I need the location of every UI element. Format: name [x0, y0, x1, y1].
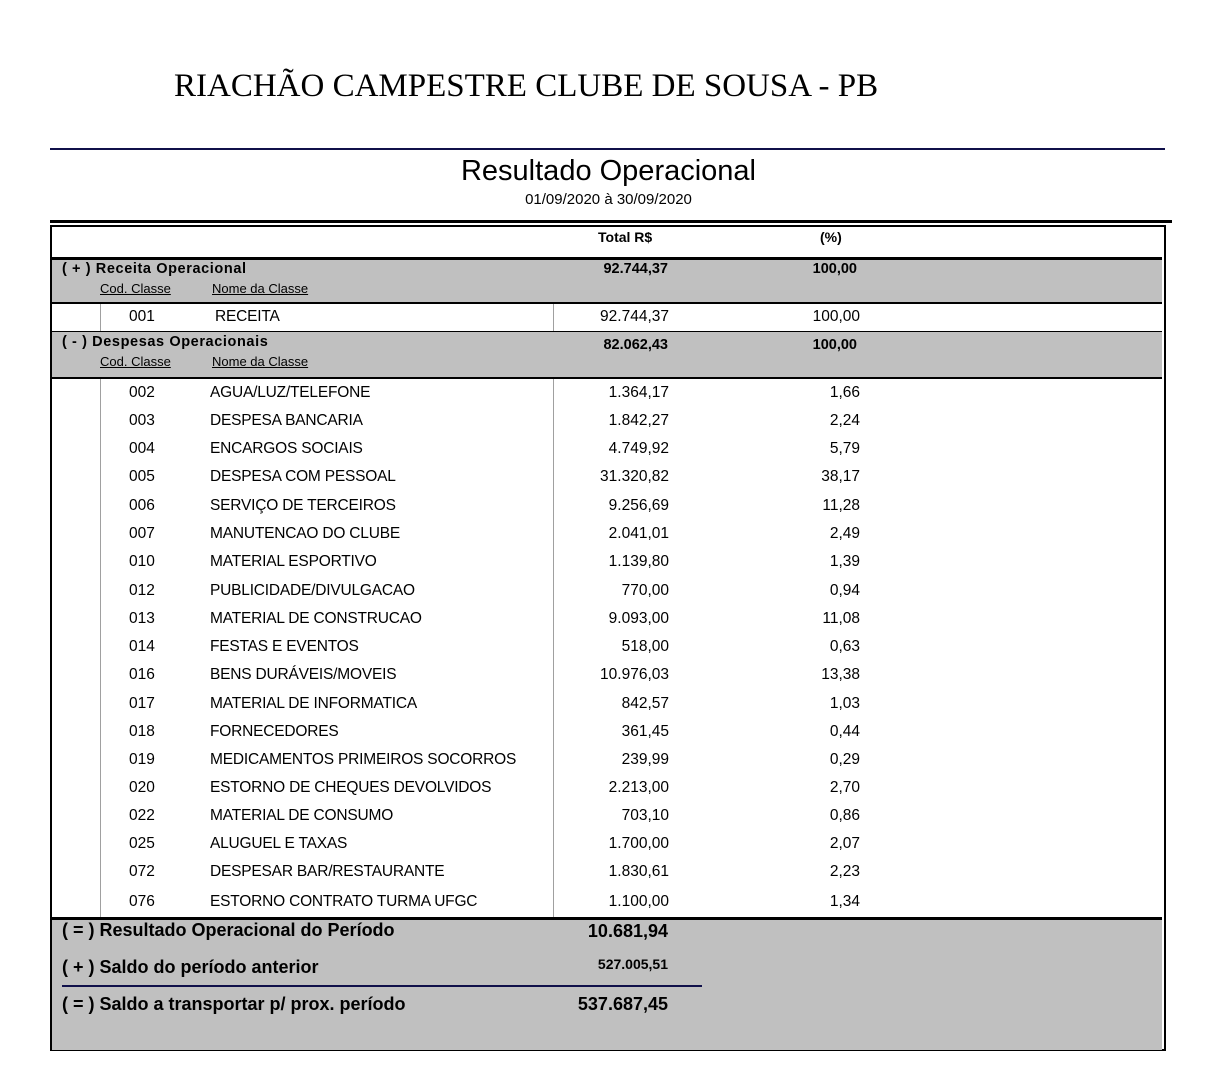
table-row	[52, 662, 1162, 690]
report-title: Resultado Operacional	[460, 155, 756, 187]
row-total: 2.213,00	[608, 779, 669, 796]
table-row	[52, 436, 1162, 464]
row-name: BENS DURÁVEIS/MOVEIS	[210, 666, 397, 683]
row-code: 025	[129, 835, 155, 852]
row-name: MANUTENCAO DO CLUBE	[210, 525, 400, 542]
row-percent: 100,00	[812, 308, 860, 325]
resultado-value: 10.681,94	[587, 921, 668, 941]
row-percent: 1,39	[829, 553, 860, 570]
row-percent: 11,28	[822, 497, 860, 514]
receita-subheader-name: Nome da Classe	[212, 281, 309, 296]
table-row	[52, 606, 1162, 634]
table-row	[52, 691, 1162, 719]
row-percent: 2,07	[829, 835, 860, 852]
table-row	[52, 408, 1162, 436]
row-percent: 0,94	[829, 582, 860, 599]
table-row	[52, 747, 1162, 775]
row-total: 1.139,80	[608, 553, 669, 570]
row-total: 1.364,17	[608, 384, 669, 401]
row-name: ENCARGOS SOCIAIS	[210, 440, 363, 457]
table-row	[52, 521, 1162, 549]
row-name: DESPESA COM PESSOAL	[210, 468, 396, 485]
row-code: 002	[129, 384, 155, 401]
despesas-group-total: 82.062,43	[603, 337, 668, 353]
row-name: SERVIÇO DE TERCEIROS	[210, 497, 396, 514]
table-row	[52, 549, 1162, 577]
column-header-total: Total R$	[598, 229, 653, 245]
row-percent: 11,08	[822, 610, 860, 627]
row-code: 014	[129, 638, 155, 655]
row-name: RECEITA	[215, 308, 280, 325]
row-total: 842,57	[621, 695, 669, 712]
row-total: 92.744,37	[600, 308, 669, 325]
receita-group-title: ( + ) Receita Operacional	[62, 261, 247, 277]
table-row	[52, 304, 1162, 332]
row-total: 361,45	[621, 723, 669, 740]
row-code: 004	[129, 440, 155, 457]
table-row	[52, 719, 1162, 747]
saldo-transportar-value: 537.687,45	[577, 994, 668, 1014]
summary-divider	[62, 985, 702, 987]
receita-subheader-code: Cod. Classe	[100, 281, 171, 296]
row-name: FORNECEDORES	[210, 723, 339, 740]
row-code: 003	[129, 412, 155, 429]
table-row	[52, 803, 1162, 831]
row-percent: 1,03	[829, 695, 860, 712]
row-total: 1.100,00	[608, 893, 669, 910]
row-name: DESPESA BANCARIA	[210, 412, 363, 429]
table-row	[52, 634, 1162, 662]
header-divider	[50, 148, 1165, 150]
row-code: 022	[129, 807, 155, 824]
row-percent: 1,66	[829, 384, 860, 401]
row-code: 076	[129, 893, 155, 910]
row-code: 018	[129, 723, 155, 740]
row-name: ESTORNO CONTRATO TURMA UFGC	[210, 893, 478, 910]
despesas-group-title: ( - ) Despesas Operacionais	[62, 334, 269, 350]
row-name: MATERIAL DE CONSUMO	[210, 807, 394, 824]
row-percent: 0,44	[829, 723, 860, 740]
row-total: 4.749,92	[608, 440, 669, 457]
row-total: 1.830,61	[608, 863, 669, 880]
row-percent: 38,17	[821, 468, 860, 485]
row-name: DESPESAR BAR/RESTAURANTE	[210, 863, 445, 880]
row-name: FESTAS E EVENTOS	[210, 638, 359, 655]
row-total: 31.320,82	[600, 468, 669, 485]
despesas-subheader-name: Nome da Classe	[212, 354, 309, 369]
despesas-subheader-code: Cod. Classe	[100, 354, 171, 369]
row-percent: 0,63	[829, 638, 860, 655]
row-total: 703,10	[621, 807, 669, 824]
row-code: 012	[129, 582, 155, 599]
row-total: 518,00	[621, 638, 669, 655]
table-row	[52, 889, 1162, 917]
table-row	[52, 859, 1162, 887]
row-total: 1.842,27	[608, 412, 669, 429]
row-code: 006	[129, 497, 155, 514]
row-total: 239,99	[621, 751, 669, 768]
table-top-rule	[50, 220, 1172, 223]
row-percent: 1,34	[829, 893, 860, 910]
saldo-transportar-label: ( = ) Saldo a transportar p/ prox. período	[62, 994, 406, 1014]
row-percent: 2,49	[829, 525, 860, 542]
row-percent: 13,38	[821, 666, 860, 683]
row-percent: 2,70	[829, 779, 860, 796]
row-code: 007	[129, 525, 155, 542]
table-row	[52, 775, 1162, 803]
row-code: 005	[129, 468, 155, 485]
row-code: 016	[129, 666, 155, 683]
row-total: 2.041,01	[608, 525, 669, 542]
row-name: MATERIAL ESPORTIVO	[210, 553, 377, 570]
row-name: ALUGUEL E TAXAS	[210, 835, 348, 852]
row-total: 9.093,00	[608, 610, 669, 627]
row-total: 1.700,00	[608, 835, 669, 852]
receita-group-percent: 100,00	[812, 261, 857, 277]
row-name: MATERIAL DE CONSTRUCAO	[210, 610, 422, 627]
divider	[52, 377, 1162, 379]
saldo-anterior-label: ( + ) Saldo do período anterior	[62, 957, 319, 977]
row-total: 10.976,03	[600, 666, 669, 683]
table-row	[52, 578, 1162, 606]
column-header-percent: (%)	[820, 229, 842, 245]
row-code: 013	[129, 610, 155, 627]
despesas-group-percent: 100,00	[812, 337, 857, 353]
report-period: 01/09/2020 à 30/09/2020	[525, 191, 692, 208]
table-row	[52, 380, 1162, 408]
row-percent: 5,79	[829, 440, 860, 457]
organization-name: RIACHÃO CAMPESTRE CLUBE DE SOUSA - PB	[174, 68, 879, 104]
row-percent: 0,29	[829, 751, 860, 768]
row-name: MEDICAMENTOS PRIMEIROS SOCORROS	[210, 751, 517, 768]
row-code: 019	[129, 751, 155, 768]
row-percent: 2,23	[829, 863, 860, 880]
resultado-label: ( = ) Resultado Operacional do Período	[62, 920, 395, 940]
row-total: 9.256,69	[608, 497, 669, 514]
row-code: 010	[129, 553, 155, 570]
row-code: 020	[129, 779, 155, 796]
table-row	[52, 831, 1162, 859]
saldo-anterior-value: 527.005,51	[597, 956, 668, 972]
table-row	[52, 493, 1162, 521]
row-name: MATERIAL DE INFORMATICA	[210, 695, 417, 712]
receita-group-total: 92.744,37	[603, 261, 668, 277]
row-percent: 2,24	[829, 412, 860, 429]
row-name: PUBLICIDADE/DIVULGACAO	[210, 582, 415, 599]
row-code: 001	[129, 308, 155, 325]
row-percent: 0,86	[829, 807, 860, 824]
row-name: ESTORNO DE CHEQUES DEVOLVIDOS	[210, 779, 492, 796]
row-name: AGUA/LUZ/TELEFONE	[210, 384, 371, 401]
row-code: 017	[129, 695, 155, 712]
row-total: 770,00	[621, 582, 669, 599]
table-row	[52, 464, 1162, 492]
row-code: 072	[129, 863, 155, 880]
